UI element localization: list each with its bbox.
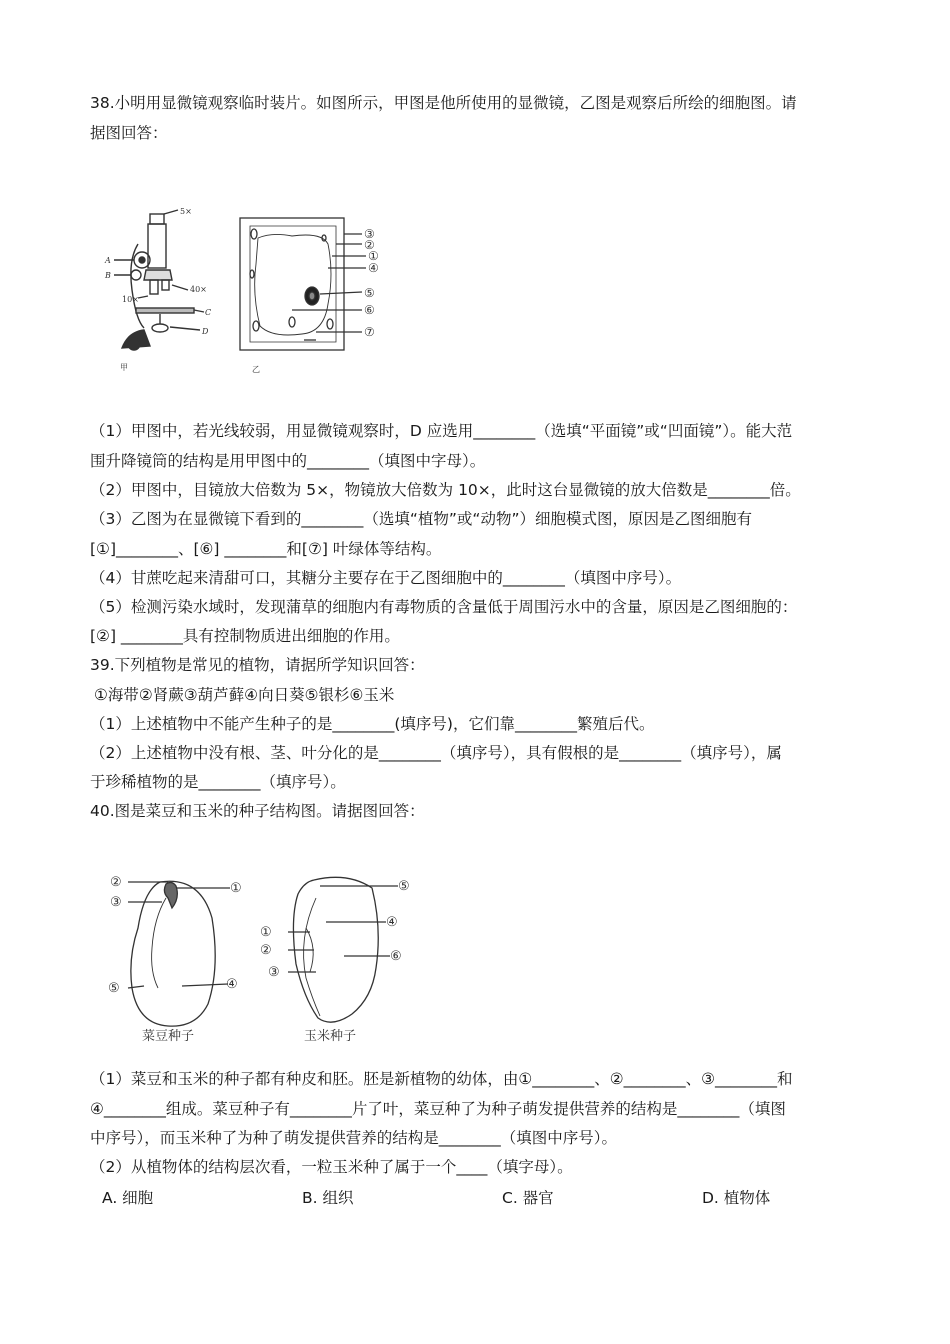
q40-part2: （2）从植物体的结构层次看，一粒玉米种了属于一个____（填字母）。 [90, 1158, 573, 1176]
corn-label-1: ① [260, 925, 272, 940]
cell-label-2: ② [364, 238, 375, 252]
fine-knob-shape [131, 270, 141, 280]
cell-label-7: ⑦ [364, 325, 375, 339]
yi-caption: 乙 [252, 365, 260, 374]
choice-a[interactable]: A. 细胞 [102, 1189, 154, 1207]
q39-part2-line-1: （2）上述植物中没有根、茎、叶分化的是________（填序号），具有假根的是________（填序号），属 [90, 744, 782, 762]
objective-label: 40× [190, 285, 207, 294]
objective-low-label: 10× [122, 295, 139, 304]
jia-caption: 甲 [120, 363, 128, 372]
label-C: C [205, 308, 212, 317]
bean-caption: 菜豆种子 [142, 1029, 195, 1044]
corn-caption: 玉米种子 [304, 1029, 357, 1044]
corn-label-3: ③ [268, 965, 280, 980]
tube-shape [148, 224, 166, 268]
q38-part5-line-2: [②] ________具有控制物质进出细胞的作用。 [90, 627, 400, 645]
q38-part4: （4）甘蔗吃起来清甜可口，其糖分主要存在于乙图细胞中的________（填图中序号）。 [90, 569, 682, 587]
cell-label-5: ⑤ [364, 286, 375, 300]
vacuole-shape [255, 234, 331, 335]
cell-label-4: ④ [368, 261, 379, 275]
q38-part3-line-2: [①]________、[⑥] ________和[⑦] 叶绿体等结构。 [90, 540, 442, 558]
cell-label-1: ① [368, 249, 379, 263]
corn-label-4: ④ [386, 915, 398, 930]
q38-intro-line-1: 38.小明用显微镜观察临时装片。如图所示，甲图是他所使用的显微镜，乙图是观察后所绘的细胞图。请 [90, 94, 797, 112]
cell-label-3: ③ [364, 227, 375, 241]
eyepiece-label: 5× [180, 207, 192, 216]
q40-intro: 40.图是菜豆和玉米的种子结构图。请据图回答： [90, 802, 425, 820]
q39-part2-line-2: 于珍稀植物的是________（填序号）。 [90, 773, 346, 791]
q38-part1-line-1: （1）甲图中，若光线较弱，用显微镜观察时，D 应选用________（选填“平面镜”或“凹面镜”）。能大范 [90, 422, 793, 440]
q38-part2: （2）甲图中，目镜放大倍数为 5×，物镜放大倍数为 10×，此时这台显微镜的放大倍数是________倍。 [90, 481, 801, 499]
bean-label-5: ⑤ [108, 981, 120, 996]
corn-label-2: ② [260, 943, 272, 958]
q40-part1-line-3: 中序号），而玉米种了为种了萌发提供营养的结构是________（填图中序号）。 [90, 1129, 618, 1147]
q39-plant-list: ①海带②肾蕨③葫芦藓④向日葵⑤银杉⑥玉米 [94, 686, 395, 704]
choice-b[interactable]: B. 组织 [302, 1189, 354, 1207]
corn-seed-figure [258, 868, 418, 1048]
q40-part1-line-2: ④________组成。菜豆种子有________片了叶，菜豆种了为种子萌发提供营养的结构是________（填图 [90, 1100, 786, 1118]
q38-part5-line-1: （5）检测污染水域时，发现蒲草的细胞内有毒物质的含量低于周围污水中的含量，原因是乙图细胞的： [90, 598, 798, 616]
bean-label-1: ① [230, 881, 242, 896]
bean-label-2: ② [110, 875, 122, 890]
label-D: D [202, 327, 209, 336]
bean-seed-figure [100, 868, 250, 1048]
bean-label-4: ④ [226, 977, 238, 992]
q38-part3-line-1: （3）乙图为在显微镜下看到的________（选填“植物”或“动物”）细胞模式图，原因是乙图细胞有 [90, 510, 752, 528]
corn-label-6: ⑥ [390, 949, 402, 964]
choice-c[interactable]: C. 器官 [502, 1189, 554, 1207]
q38-part1-line-2: 围升降镜筒的结构是用甲图中的________（填图中字母）。 [90, 452, 486, 470]
eyepiece-shape [150, 214, 164, 224]
plant-cell-figure [232, 214, 412, 379]
corn-label-5: ⑤ [398, 879, 410, 894]
microscope-figure [100, 200, 215, 375]
choice-d[interactable]: D. 植物体 [702, 1189, 771, 1207]
q39-intro: 39.下列植物是常见的植物，请据所学知识回答： [90, 656, 425, 674]
label-B: B [105, 271, 111, 280]
cell-label-6: ⑥ [364, 303, 375, 317]
bean-label-3: ③ [110, 895, 122, 910]
q38-intro-line-2: 据图回答： [90, 124, 168, 142]
q39-part1: （1）上述植物中不能产生种子的是________(填序号)，它们靠________繁殖后代。 [90, 715, 655, 733]
label-A: A [105, 256, 111, 265]
q40-part1-line-1: （1）菜豆和玉米的种子都有种皮和胚。胚是新植物的幼体，由①________、②________、③________和 [90, 1070, 793, 1088]
